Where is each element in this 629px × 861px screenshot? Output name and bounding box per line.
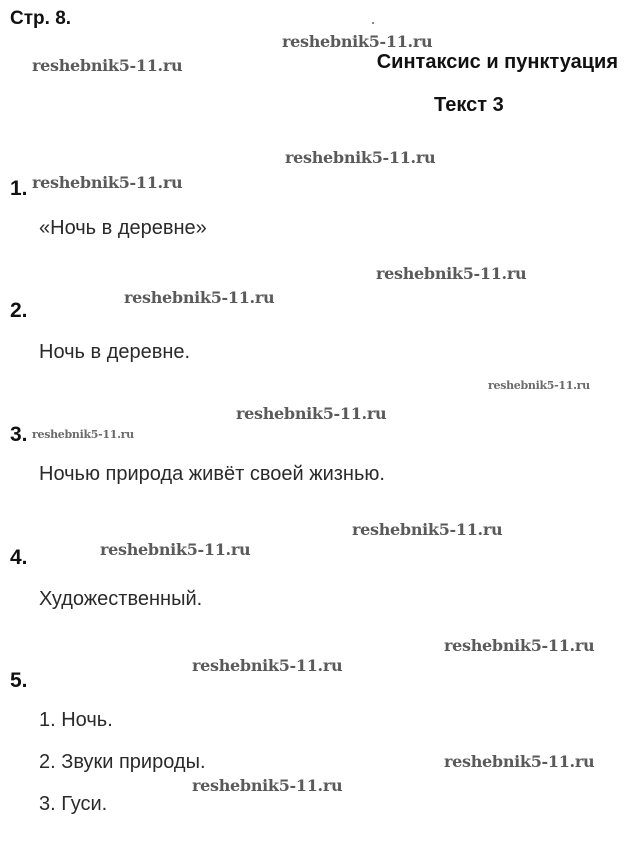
answer-text: Художественный. (39, 588, 203, 610)
watermark: reshebnik5-11.ru (352, 520, 503, 539)
question-number: 1. (10, 177, 28, 200)
stray-dot (372, 22, 374, 24)
answer-text: «Ночь в деревне» (39, 217, 207, 239)
answer-text: Ночью природа живёт своей жизнью. (39, 463, 385, 485)
watermark: reshebnik5-11.ru (376, 264, 527, 283)
question-number: 4. (10, 546, 28, 569)
answer-list-item: 3. Гуси. (39, 793, 108, 815)
watermark: reshebnik5-11.ru (488, 379, 590, 392)
question-number: 3. (10, 423, 28, 446)
answer-list-item: 2. Звуки природы. (39, 751, 206, 773)
watermark: reshebnik5-11.ru (444, 752, 595, 771)
watermark: reshebnik5-11.ru (236, 404, 387, 423)
question-number: 2. (10, 299, 28, 322)
answer-text: Ночь в деревне. (39, 341, 191, 363)
question-number: 5. (10, 669, 28, 692)
watermark: reshebnik5-11.ru (192, 776, 343, 795)
watermark: reshebnik5-11.ru (285, 148, 436, 167)
watermark: reshebnik5-11.ru (124, 288, 275, 307)
watermark: reshebnik5-11.ru (32, 173, 183, 192)
answer-list-item: 1. Ночь. (39, 709, 113, 731)
watermark: reshebnik5-11.ru (32, 428, 134, 441)
watermark: reshebnik5-11.ru (192, 656, 343, 675)
watermark: reshebnik5-11.ru (100, 540, 251, 559)
page-number: Стр. 8. (10, 8, 72, 29)
watermark: reshebnik5-11.ru (282, 32, 433, 51)
watermark: reshebnik5-11.ru (32, 56, 183, 75)
watermark: reshebnik5-11.ru (444, 636, 595, 655)
section-title: Синтаксис и пунктуация (376, 51, 618, 73)
text-title: Текст 3 (434, 94, 504, 116)
